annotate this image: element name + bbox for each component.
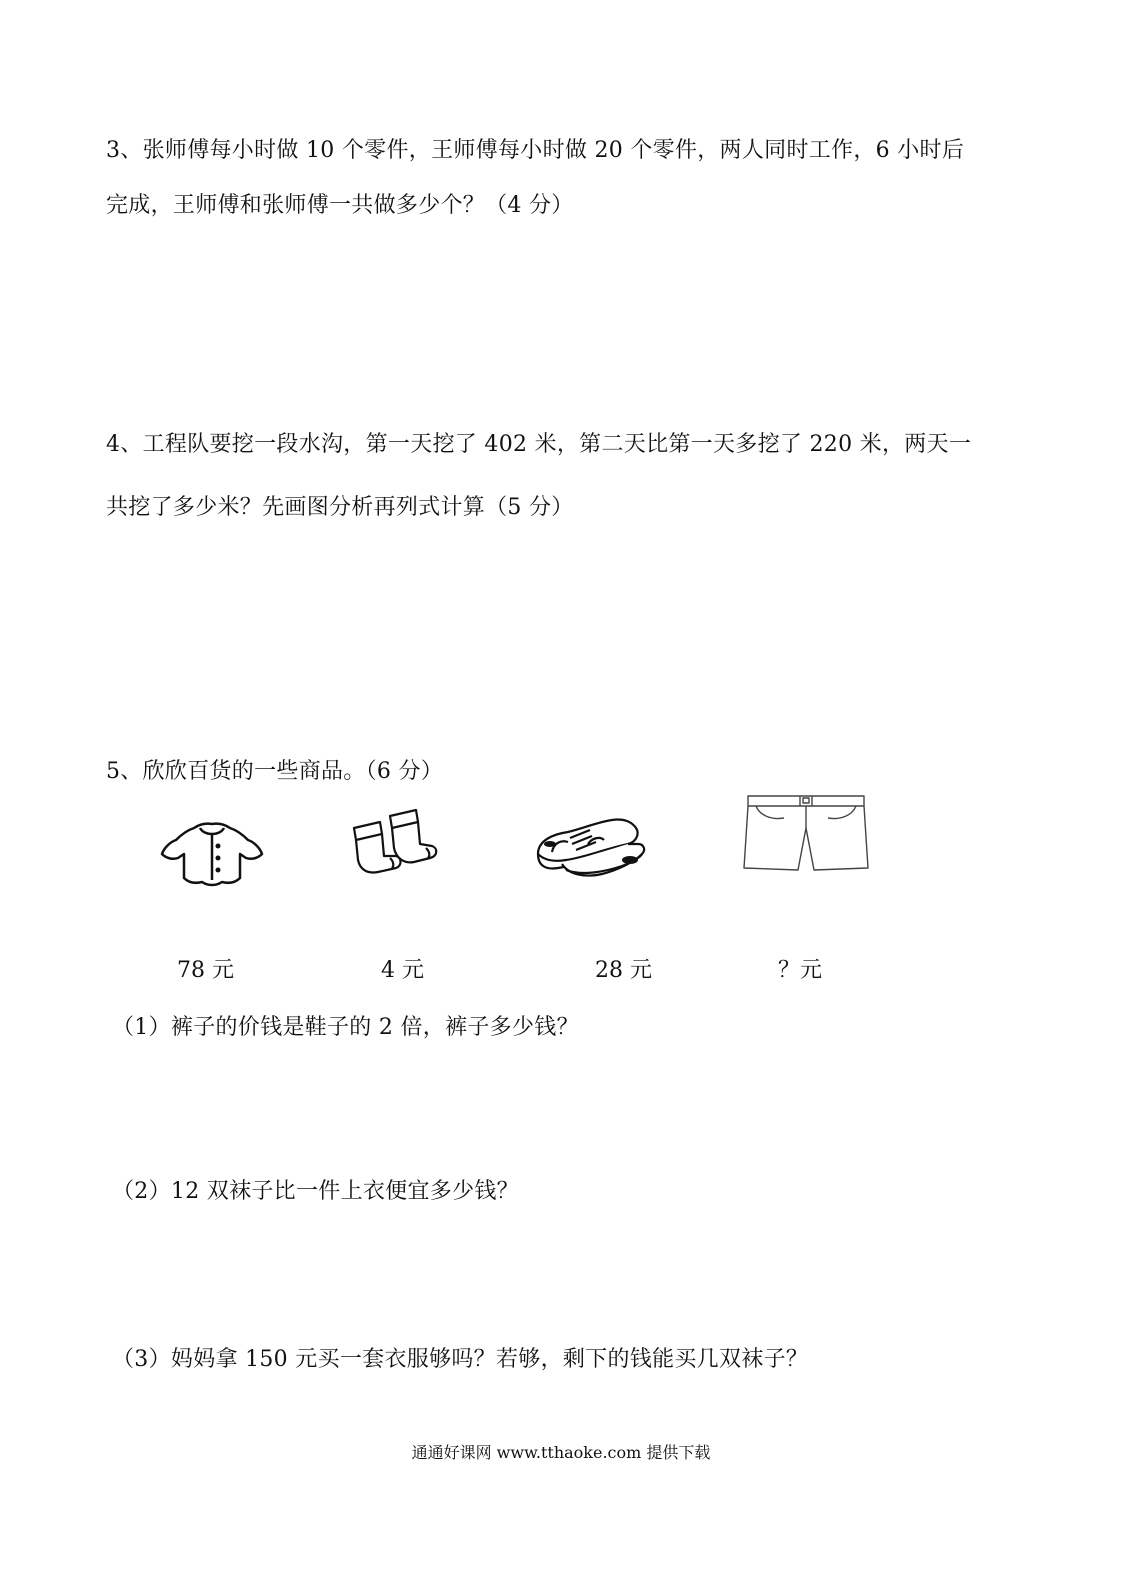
price-shorts: ？元: [778, 958, 823, 983]
shorts-icon: [742, 792, 870, 874]
price-socks: 4 元: [381, 958, 424, 983]
footer-download-note: 通通好课网 www.tthaoke.com 提供下载: [411, 1443, 711, 1462]
q5-sub-3: （3）妈妈拿 150 元买一套衣服够吗？若够，剩下的钱能买几双袜子？: [112, 1347, 809, 1372]
q5-title: 5、欣欣百货的一些商品。（6 分）: [106, 759, 444, 784]
shirt-icon: [156, 820, 268, 890]
q5-sub-1: （1）裤子的价钱是鞋子的 2 倍，裤子多少钱？: [112, 1015, 579, 1040]
socks-icon: [346, 808, 446, 886]
q3-line-1: 3、张师傅每小时做 10 个零件，王师傅每小时做 20 个零件，两人同时工作，6 小时后: [106, 138, 965, 163]
q3-line-2: 完成，王师傅和张师傅一共做多少个？（4 分）: [106, 193, 574, 218]
shoes-icon: [532, 814, 650, 886]
price-shoes: 28 元: [595, 958, 652, 983]
q4-line-1: 4、工程队要挖一段水沟，第一天挖了 402 米，第二天比第一天多挖了 220 米，两天一: [106, 432, 972, 457]
q5-sub-2: （2）12 双袜子比一件上衣便宜多少钱？: [112, 1179, 519, 1204]
q4-line-2: 共挖了多少米？先画图分析再列式计算（5 分）: [106, 495, 574, 520]
price-shirt: 78 元: [177, 958, 234, 983]
